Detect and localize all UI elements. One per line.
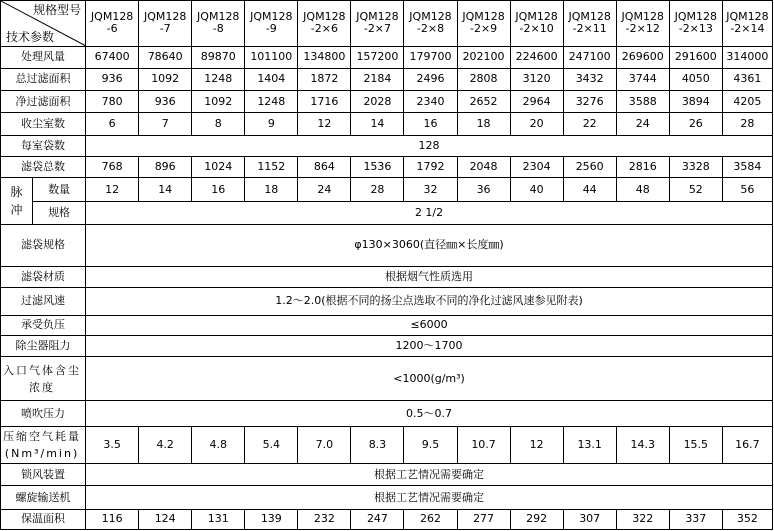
model-header-11 xyxy=(669,1,722,47)
table-cell: 7.0 xyxy=(298,426,351,463)
table-cell: 16.7 xyxy=(722,426,772,463)
row-total-area xyxy=(1,68,773,90)
model-header-7 xyxy=(457,1,510,47)
table-cell: 22 xyxy=(563,113,616,135)
table-cell: 291600 xyxy=(669,46,722,68)
row-label: 处理风量 xyxy=(1,46,86,68)
table-cell: 13.1 xyxy=(563,426,616,463)
table-cell: 4361 xyxy=(722,68,772,90)
table-cell: 896 xyxy=(139,156,192,177)
table-cell: 157200 xyxy=(351,46,404,68)
table-cell: 1248 xyxy=(192,68,245,90)
pulse-char-2: 冲 xyxy=(10,202,23,217)
merged-value-cell: φ130×3060(直径㎜×长度㎜) xyxy=(86,224,773,266)
model-suffix: -2×8 xyxy=(416,22,445,36)
row-label: 保温面积 xyxy=(1,509,86,529)
model-name: JQM128 xyxy=(197,10,240,24)
table-cell: 269600 xyxy=(616,46,669,68)
table-cell: 4050 xyxy=(669,68,722,90)
corner-header xyxy=(1,1,86,47)
table-cell: 12 xyxy=(86,177,139,201)
row-screw-conveyor xyxy=(1,486,773,509)
table-cell: 28 xyxy=(351,177,404,201)
model-name: JQM128 xyxy=(409,10,452,24)
table-cell: 3744 xyxy=(616,68,669,90)
model-suffix: -2×7 xyxy=(363,22,392,36)
table-cell: 1872 xyxy=(298,68,351,90)
row-filter-velocity xyxy=(1,288,773,315)
table-cell: 292 xyxy=(510,509,563,529)
row-net-area xyxy=(1,91,773,113)
row-bag-spec xyxy=(1,224,773,266)
spec-table-body xyxy=(1,1,773,530)
table-cell: 14 xyxy=(351,113,404,135)
row-label: 入口气体含尘浓度 xyxy=(1,356,86,401)
row-label: 除尘器阻力 xyxy=(1,335,86,356)
table-cell: 139 xyxy=(245,509,298,529)
table-cell: 16 xyxy=(404,113,457,135)
table-cell: 9.5 xyxy=(404,426,457,463)
row-label: 承受负压 xyxy=(1,315,86,335)
merged-value-cell: <1000(g/m³) xyxy=(86,356,773,401)
row-chambers xyxy=(1,113,773,135)
table-cell: 247 xyxy=(351,509,404,529)
model-suffix: -8 xyxy=(212,22,224,36)
merged-value-cell: 根据工艺情况需要确定 xyxy=(86,464,773,486)
table-cell: 936 xyxy=(86,68,139,90)
table-cell: 7 xyxy=(139,113,192,135)
table-cell: 2496 xyxy=(404,68,457,90)
row-airflow xyxy=(1,46,773,68)
table-cell: 14.3 xyxy=(616,426,669,463)
model-header-12 xyxy=(722,1,772,47)
pulse-spec-value: 2 1/2 xyxy=(86,202,773,224)
table-cell: 78640 xyxy=(139,46,192,68)
table-cell: 1092 xyxy=(139,68,192,90)
model-header-9 xyxy=(563,1,616,47)
model-suffix: -7 xyxy=(159,22,171,36)
table-cell: 1024 xyxy=(192,156,245,177)
model-name: JQM128 xyxy=(90,10,134,24)
table-cell: 3276 xyxy=(563,91,616,113)
table-cell: 314000 xyxy=(722,46,772,68)
pulse-count-label: 数量 xyxy=(33,177,86,201)
table-cell: 3432 xyxy=(563,68,616,90)
table-cell: 768 xyxy=(86,156,139,177)
table-cell: 14 xyxy=(139,177,192,201)
model-suffix: -2×11 xyxy=(572,22,607,36)
table-cell: 48 xyxy=(616,177,669,201)
table-cell: 3894 xyxy=(669,91,722,113)
table-cell: 89870 xyxy=(192,46,245,68)
row-label: 收尘室数 xyxy=(1,113,86,135)
table-cell: 307 xyxy=(563,509,616,529)
table-cell: 2028 xyxy=(351,91,404,113)
table-cell: 352 xyxy=(722,509,772,529)
model-header-10 xyxy=(616,1,669,47)
model-suffix: -2×9 xyxy=(469,22,498,36)
table-cell: 1248 xyxy=(245,91,298,113)
row-pressure xyxy=(1,315,773,335)
model-name: JQM128 xyxy=(143,10,187,24)
table-cell: 134800 xyxy=(298,46,351,68)
table-cell: 67400 xyxy=(86,46,139,68)
merged-value-cell: 128 xyxy=(86,135,773,156)
merged-value-cell: ≤6000 xyxy=(86,315,773,335)
row-label: 压缩空气耗量(Nm³/min) xyxy=(1,426,86,463)
table-cell: 36 xyxy=(457,177,510,201)
model-header-3 xyxy=(245,1,298,47)
table-cell: 8 xyxy=(192,113,245,135)
model-name: JQM128 xyxy=(356,10,399,24)
model-header-4 xyxy=(298,1,351,47)
table-cell: 2964 xyxy=(510,91,563,113)
table-cell: 40 xyxy=(510,177,563,201)
table-cell: 2560 xyxy=(563,156,616,177)
model-name: JQM128 xyxy=(462,10,505,24)
row-air-consumption xyxy=(1,426,773,463)
table-cell: 2808 xyxy=(457,68,510,90)
model-header-8 xyxy=(510,1,563,47)
row-pulse-count xyxy=(1,177,773,201)
model-suffix: -2×10 xyxy=(519,22,554,36)
row-resistance xyxy=(1,335,773,356)
table-cell: 232 xyxy=(298,509,351,529)
model-header-5 xyxy=(351,1,404,47)
table-cell: 28 xyxy=(722,113,772,135)
pulse-spec-label: 规格 xyxy=(33,202,86,224)
table-cell: 124 xyxy=(139,509,192,529)
table-cell: 4205 xyxy=(722,91,772,113)
table-cell: 247100 xyxy=(563,46,616,68)
table-cell: 2184 xyxy=(351,68,404,90)
header-row xyxy=(1,1,773,47)
merged-value-cell: 0.5～0.7 xyxy=(86,401,773,426)
table-cell: 10.7 xyxy=(457,426,510,463)
table-cell: 56 xyxy=(722,177,772,201)
table-cell: 9 xyxy=(245,113,298,135)
model-suffix: -6 xyxy=(106,22,118,36)
model-name: JQM128 xyxy=(515,10,558,24)
table-cell: 2816 xyxy=(616,156,669,177)
merged-value-cell: 根据烟气性质选用 xyxy=(86,266,773,287)
row-label: 滤袋总数 xyxy=(1,156,86,177)
table-cell: 20 xyxy=(510,113,563,135)
row-bag-material xyxy=(1,266,773,287)
row-label: 每室袋数 xyxy=(1,135,86,156)
table-cell: 4.8 xyxy=(192,426,245,463)
table-cell: 337 xyxy=(669,509,722,529)
table-cell: 277 xyxy=(457,509,510,529)
table-cell: 131 xyxy=(192,509,245,529)
table-cell: 3.5 xyxy=(86,426,139,463)
table-cell: 116 xyxy=(86,509,139,529)
row-insulation-area xyxy=(1,509,773,529)
pulse-char-1: 脉 xyxy=(10,184,23,199)
table-cell: 3120 xyxy=(510,68,563,90)
model-name: JQM128 xyxy=(303,10,346,24)
table-cell: 1716 xyxy=(298,91,351,113)
model-header-0 xyxy=(86,1,139,47)
table-cell: 262 xyxy=(404,509,457,529)
table-cell: 3328 xyxy=(669,156,722,177)
row-inlet-conc xyxy=(1,356,773,401)
row-label: 喷吹压力 xyxy=(1,401,86,426)
corner-top-label: 规格型号 xyxy=(33,3,82,17)
table-cell: 1792 xyxy=(404,156,457,177)
table-cell: 18 xyxy=(457,113,510,135)
pulse-label xyxy=(1,177,33,224)
table-cell: 202100 xyxy=(457,46,510,68)
table-cell: 322 xyxy=(616,509,669,529)
table-cell: 224600 xyxy=(510,46,563,68)
row-pulse-spec xyxy=(1,202,773,224)
table-cell: 101100 xyxy=(245,46,298,68)
table-cell: 8.3 xyxy=(351,426,404,463)
model-name: JQM128 xyxy=(621,10,664,24)
corner-bottom-label: 技术参数 xyxy=(6,29,55,44)
model-suffix: -2×12 xyxy=(625,22,660,36)
table-cell: 18 xyxy=(245,177,298,201)
row-bags-per-chamber xyxy=(1,135,773,156)
model-suffix: -2×14 xyxy=(730,22,765,36)
table-cell: 26 xyxy=(669,113,722,135)
table-cell: 15.5 xyxy=(669,426,722,463)
table-cell: 780 xyxy=(86,91,139,113)
table-cell: 4.2 xyxy=(139,426,192,463)
table-cell: 24 xyxy=(616,113,669,135)
merged-value-cell: 根据工艺情况需要确定 xyxy=(86,486,773,509)
model-name: JQM128 xyxy=(568,10,611,24)
table-cell: 44 xyxy=(563,177,616,201)
row-total-bags xyxy=(1,156,773,177)
table-cell: 1152 xyxy=(245,156,298,177)
table-cell: 1092 xyxy=(192,91,245,113)
model-header-2 xyxy=(192,1,245,47)
row-lock-device xyxy=(1,464,773,486)
merged-value-cell: 1200～1700 xyxy=(86,335,773,356)
table-cell: 1536 xyxy=(351,156,404,177)
row-label: 净过滤面积 xyxy=(1,91,86,113)
model-suffix: -2×6 xyxy=(310,22,338,36)
table-cell: 12 xyxy=(298,113,351,135)
table-cell: 12 xyxy=(510,426,563,463)
table-cell: 32 xyxy=(404,177,457,201)
row-label: 螺旋输送机 xyxy=(1,486,86,509)
table-cell: 3584 xyxy=(722,156,772,177)
row-label: 过滤风速 xyxy=(1,288,86,315)
model-name: JQM128 xyxy=(250,10,293,24)
row-label: 总过滤面积 xyxy=(1,68,86,90)
table-cell: 3588 xyxy=(616,91,669,113)
table-cell: 2048 xyxy=(457,156,510,177)
row-label: 滤袋材质 xyxy=(1,266,86,287)
table-cell: 5.4 xyxy=(245,426,298,463)
row-blow-pressure xyxy=(1,401,773,426)
model-name: JQM128 xyxy=(726,10,769,24)
table-cell: 2652 xyxy=(457,91,510,113)
merged-value-cell: 1.2～2.0(根据不同的扬尘点选取不同的净化过滤风速参见附表) xyxy=(86,288,773,315)
model-name: JQM128 xyxy=(674,10,717,24)
table-cell: 864 xyxy=(298,156,351,177)
table-cell: 16 xyxy=(192,177,245,201)
model-header-1 xyxy=(139,1,192,47)
row-label: 滤袋规格 xyxy=(1,224,86,266)
model-suffix: -2×13 xyxy=(678,22,713,36)
model-header-6 xyxy=(404,1,457,47)
row-label: 锁风装置 xyxy=(1,464,86,486)
table-cell: 24 xyxy=(298,177,351,201)
table-cell: 6 xyxy=(86,113,139,135)
table-cell: 1404 xyxy=(245,68,298,90)
table-cell: 2304 xyxy=(510,156,563,177)
table-cell: 179700 xyxy=(404,46,457,68)
table-cell: 52 xyxy=(669,177,722,201)
table-cell: 2340 xyxy=(404,91,457,113)
table-cell: 936 xyxy=(139,91,192,113)
model-suffix: -9 xyxy=(265,22,277,36)
